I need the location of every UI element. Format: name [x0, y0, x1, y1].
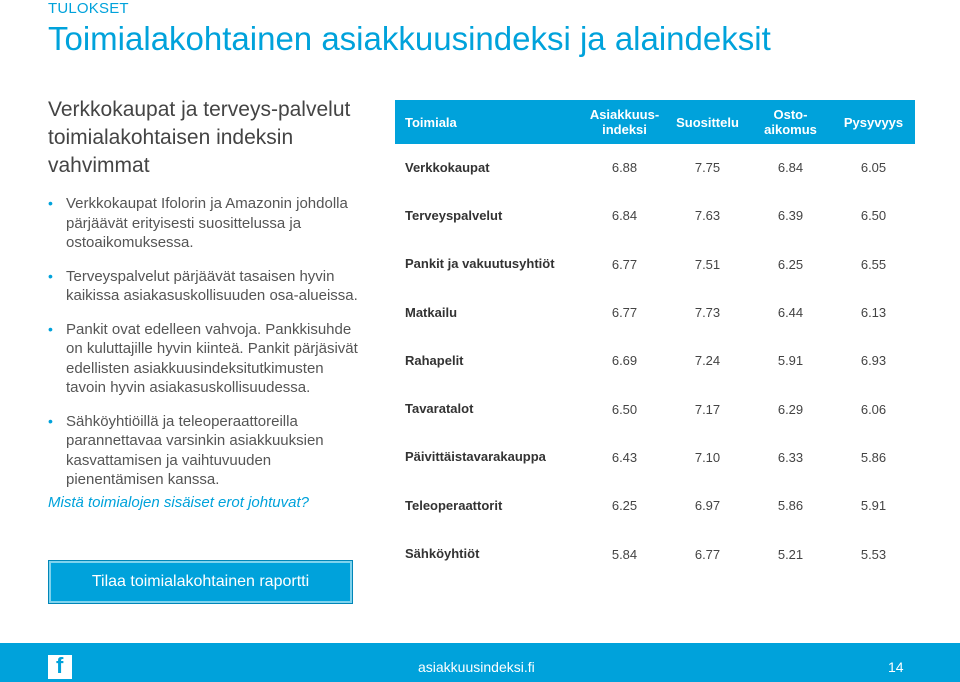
row-purchase-value: 5.91 — [777, 353, 804, 369]
row-purchase-value: 6.25 — [777, 256, 804, 272]
table-body — [395, 144, 915, 579]
table-row — [395, 530, 915, 578]
bullet-item: • Pankit ovat edelleen vahvoja. Pankkisuhde on kuluttajille hyvin kiinteä. Pankit pärjäsivät edellisten asiakkuusindeksitutkimusten tavoin hyvin asiakasuskollisuudessa. — [48, 320, 358, 396]
table-row — [395, 241, 915, 289]
bullet-item: • Verkkokaupat Ifolorin ja Amazonin johdolla pärjäävät erityisesti suosittelussa ja ostoaikomuksessa. — [48, 195, 348, 251]
row-index-value: 6.50 — [611, 401, 638, 417]
row-recommend-value: 7.63 — [694, 208, 721, 224]
bullet-list — [48, 194, 366, 490]
bullet-icon: • — [48, 320, 53, 337]
row-recommend-value: 7.75 — [694, 160, 721, 176]
row-retention-value: 5.86 — [860, 449, 887, 465]
row-recommend-value: 7.17 — [694, 401, 721, 417]
row-industry: Matkailu — [405, 304, 458, 320]
row-retention-value: 5.53 — [860, 546, 887, 562]
facebook-icon[interactable]: f — [48, 655, 72, 679]
row-retention-value: 6.93 — [860, 353, 887, 369]
row-retention-value: 6.55 — [860, 256, 887, 272]
header-index: Asiakkuus-indeksi — [589, 107, 660, 137]
index-table — [395, 100, 915, 579]
header-purchase-intent: Osto-aikomus — [764, 107, 817, 137]
header-recommend: Suosittelu — [676, 114, 739, 130]
row-index-value: 6.77 — [611, 305, 638, 321]
row-industry: Sähköyhtiöt — [405, 546, 480, 562]
bullet-icon: • — [48, 412, 53, 429]
table-row — [395, 144, 915, 192]
row-retention-value: 6.50 — [860, 208, 887, 224]
row-retention-value: 5.91 — [860, 498, 887, 514]
row-recommend-value: 6.77 — [694, 546, 721, 562]
page-title: Toimialakohtainen asiakkuusindeksi ja alaindeksit — [48, 20, 771, 57]
table-header — [395, 100, 915, 144]
lead-heading: Verkkokaupat ja terveys-palvelut toimialakohtaisen indeksin vahvimmat — [48, 98, 351, 177]
row-recommend-value: 7.51 — [694, 256, 721, 272]
bullet-icon: • — [48, 195, 53, 211]
row-index-value: 6.25 — [611, 498, 638, 514]
row-purchase-value: 6.84 — [777, 160, 804, 176]
header-industry: Toimiala — [405, 114, 457, 130]
row-index-value: 6.77 — [611, 256, 638, 272]
row-purchase-value: 6.44 — [777, 305, 804, 321]
bullet-item: • Terveyspalvelut pärjäävät tasaisen hyvin kaikissa asiakasuskollisuuden osa-alueissa. — [48, 267, 358, 304]
table-row — [395, 482, 915, 530]
row-recommend-value: 7.73 — [694, 305, 721, 321]
page-number: 14 — [888, 659, 904, 675]
row-industry: Terveyspalvelut — [405, 207, 503, 223]
table-row — [395, 289, 915, 337]
question-link[interactable]: Mistä toimialojen sisäiset erot johtuvat? — [48, 493, 309, 511]
row-index-value: 6.43 — [611, 449, 638, 465]
left-column — [48, 96, 366, 511]
row-index-value: 6.84 — [611, 208, 638, 224]
header-retention: Pysyvyys — [843, 114, 904, 130]
footer-site-link[interactable]: asiakkuusindeksi.fi — [418, 659, 535, 675]
row-purchase-value: 6.39 — [777, 208, 804, 224]
row-industry: Päivittäistavarakauppa — [405, 449, 546, 465]
kicker: TULOKSET — [48, 0, 129, 17]
row-purchase-value: 6.29 — [777, 401, 804, 417]
table-row — [395, 192, 915, 240]
table-row — [395, 385, 915, 433]
row-purchase-value: 5.86 — [777, 498, 804, 514]
row-retention-value: 6.06 — [860, 401, 887, 417]
row-recommend-value: 7.10 — [694, 449, 721, 465]
row-purchase-value: 5.21 — [777, 546, 804, 562]
row-retention-value: 6.13 — [860, 305, 887, 321]
row-index-value: 6.88 — [611, 160, 638, 176]
row-index-value: 6.69 — [611, 353, 638, 369]
row-purchase-value: 6.33 — [777, 449, 804, 465]
row-index-value: 5.84 — [611, 546, 638, 562]
row-industry: Tavaratalot — [405, 401, 474, 417]
row-industry: Teleoperaattorit — [405, 497, 503, 513]
row-retention-value: 6.05 — [860, 160, 887, 176]
row-industry: Rahapelit — [405, 352, 464, 368]
row-recommend-value: 6.97 — [694, 498, 721, 514]
order-report-button[interactable]: Tilaa toimialakohtainen raportti — [48, 560, 353, 604]
table-row — [395, 434, 915, 482]
row-industry: Verkkokaupat — [405, 159, 490, 175]
row-recommend-value: 7.24 — [694, 353, 721, 369]
bullet-icon: • — [48, 267, 53, 284]
table-row — [395, 337, 915, 385]
bullet-item: • Sähköyhtiöillä ja teleoperaattoreilla parannettavaa varsinkin asiakkuuksien kasvattamisen ja vaihtuvuuden pienentämisen kanssa. — [48, 412, 324, 488]
row-industry: Pankit ja vakuutusyhtiöt — [405, 256, 555, 272]
